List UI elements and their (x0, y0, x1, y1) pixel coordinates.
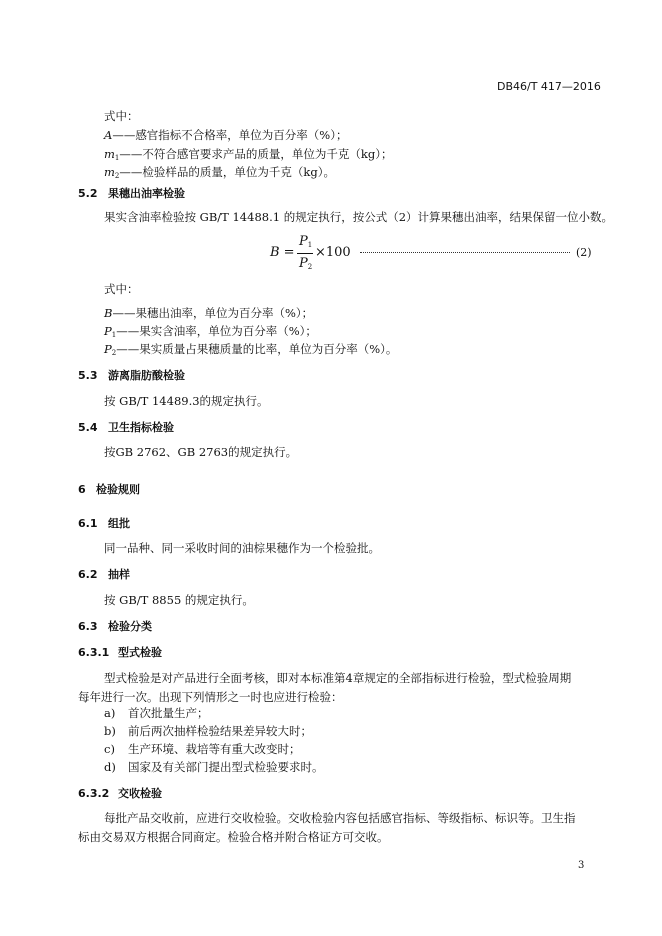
list-text: 首次批量生产； (128, 706, 209, 720)
section-heading (78, 369, 185, 382)
variable-text: ——果穗出油率，单位为百分率（%）； (112, 306, 314, 320)
page-number: 3 (578, 860, 585, 871)
paragraph: 按GB 2762、GB 2763的规定执行。 (104, 445, 298, 459)
list-marker: d) (104, 760, 116, 774)
section-heading (78, 568, 130, 581)
variable-definition (104, 325, 317, 339)
section-heading (78, 187, 185, 200)
section-heading (78, 517, 130, 530)
chapter-number: 6 (78, 483, 86, 496)
paragraph: 按 GB/T 8855 的规定执行。 (104, 593, 254, 607)
variable-definition (104, 343, 397, 357)
section-number: 5.4 (78, 421, 98, 434)
section-number: 6.1 (78, 517, 98, 530)
variable-definition (104, 129, 348, 143)
list-item (104, 761, 324, 775)
variable-definition (104, 166, 335, 180)
formula-numerator (299, 234, 312, 250)
chapter-title: 检验规则 (96, 483, 140, 496)
paragraph: 型式检验是对产品进行全面考核，即对本标准第4章规定的全部指标进行检验，型式检验周期每年进行一次。出现下列情形之一时也应进行检验： (78, 671, 572, 704)
variable-text: ——果实质量占果穗质量的比率，单位为百分率（%）。 (116, 342, 398, 356)
variable-symbol: m (104, 147, 115, 161)
variable-symbol: B (104, 306, 113, 320)
list-marker: a) (104, 706, 116, 720)
section-title: 卫生指标检验 (108, 421, 174, 434)
variable-symbol: P (104, 324, 112, 338)
list-text: 前后两次抽样检验结果差异较大时； (128, 724, 312, 738)
variable-text: ——感官指标不合格率，单位为百分率（%）； (112, 128, 348, 142)
subsection-heading (78, 787, 162, 800)
section-number: 5.3 (78, 369, 98, 382)
subsection-heading (78, 646, 162, 659)
variable-definition (104, 148, 392, 162)
section-title: 游离脂肪酸检验 (108, 369, 185, 382)
variable-definition (104, 307, 313, 321)
paragraph: 同一品种、同一采收时间的油棕果穗作为一个检验批。 (104, 541, 380, 555)
section-title: 检验分类 (108, 620, 152, 633)
section-title: 果穗出油率检验 (108, 187, 185, 200)
formula-denominator-subscript: 2 (307, 263, 313, 271)
variable-text: ——检验样品的质量，单位为千克（kg）。 (119, 165, 335, 179)
fraction-bar (297, 253, 313, 254)
list-item (104, 725, 312, 739)
equation-number: (2) (576, 246, 592, 259)
subsection-number: 6.3.1 (78, 646, 110, 659)
section-heading (78, 421, 174, 434)
document-code: DB46/T 417—2016 (497, 80, 601, 93)
list-item (104, 707, 209, 721)
variable-symbol: m (104, 165, 115, 179)
section-number: 6.2 (78, 568, 98, 581)
paragraph: 每批产品交收前，应进行交收检验。交收检验内容包括感官指标、等级指标、标识等。卫生指标由交易双方根据合同商定。检验合格并附合格证方可交收。 (78, 811, 576, 844)
subsection-title: 交收检验 (118, 787, 162, 800)
paragraph: 按 GB/T 14489.3的规定执行。 (104, 394, 269, 408)
formula-denominator (299, 256, 312, 272)
list-item (104, 743, 301, 757)
formula-multiplier: ×100 (315, 245, 351, 260)
variable-symbol: P (104, 342, 112, 356)
variable-subscript: 2 (111, 349, 117, 357)
formula-numerator-subscript: 1 (307, 241, 313, 249)
subsection-number: 6.3.2 (78, 787, 110, 800)
section-title: 组批 (108, 517, 130, 530)
where-label: 式中： (104, 109, 139, 123)
formula-denominator-symbol: P (299, 256, 308, 271)
variable-subscript: 1 (111, 331, 117, 339)
section-title: 抽样 (108, 568, 130, 581)
variable-text: ——不符合感官要求产品的质量，单位为千克（kg）； (119, 147, 393, 161)
variable-subscript: 2 (114, 172, 120, 180)
section-number: 6.3 (78, 620, 98, 633)
leader-dots (360, 252, 570, 253)
list-marker: c) (104, 742, 115, 756)
where-label: 式中： (104, 282, 139, 296)
formula-lhs: B = (270, 245, 295, 260)
list-text: 国家及有关部门提出型式检验要求时。 (128, 760, 324, 774)
section-number: 5.2 (78, 187, 98, 200)
chapter-heading (78, 483, 140, 496)
list-text: 生产环境、栽培等有重大改变时； (128, 742, 301, 756)
variable-text: ——果实含油率，单位为百分率（%）； (116, 324, 317, 338)
formula-numerator-symbol: P (299, 234, 308, 249)
variable-symbol: A (104, 128, 113, 142)
list-marker: b) (104, 724, 116, 738)
subsection-title: 型式检验 (118, 646, 162, 659)
variable-subscript: 1 (114, 154, 120, 162)
paragraph: 果实含油率检验按 GB/T 14488.1 的规定执行，按公式（2）计算果穗出油率，结果保留一位小数。 (104, 210, 614, 224)
section-heading (78, 620, 152, 633)
